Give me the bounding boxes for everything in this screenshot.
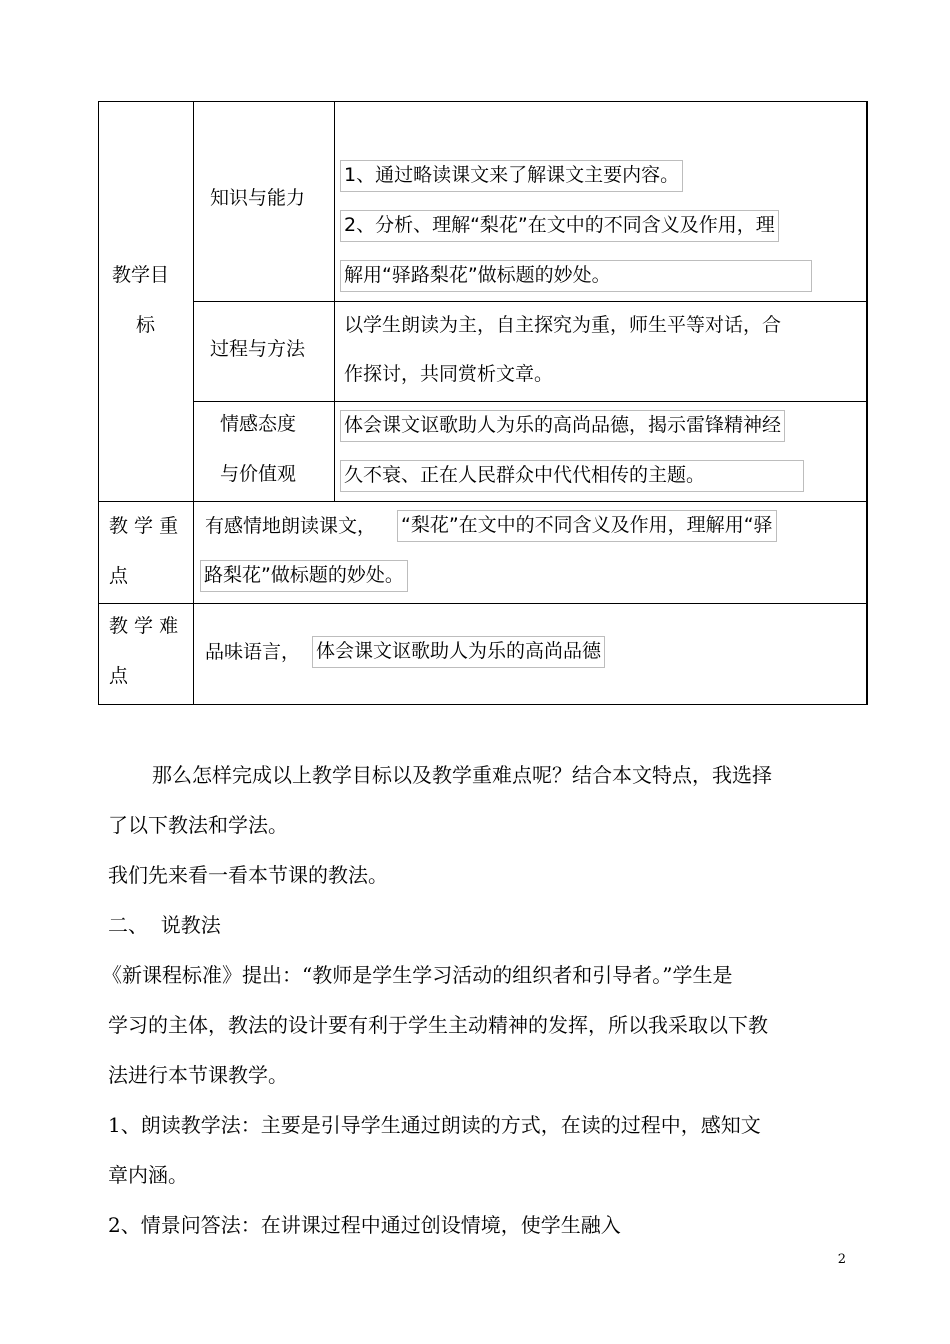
knowledge-item: 解用“驿路梨花”做标题的妙处。 [340, 260, 812, 292]
table-border-top [98, 101, 868, 102]
paragraph: 那么怎样完成以上教学目标以及教学重难点呢？结合本文特点，我选择 [152, 763, 772, 787]
difficult-points-text: 体会课文讴歌助人为乐的高尚品德 [312, 636, 605, 668]
table-divider-vertical [334, 101, 335, 502]
page-number: 2 [837, 1252, 846, 1267]
key-points-label: 点 [109, 565, 129, 587]
emotion-text: 久不衰、正在人民群众中代代相传的主题。 [340, 460, 804, 492]
paragraph: 了以下教法和学法。 [108, 813, 288, 837]
key-points-text: “梨花”在文中的不同含义及作用，理解用“驿 [397, 510, 777, 542]
objectives-label: 教学目 [112, 264, 170, 286]
difficult-points-label: 教 学 难 [109, 615, 179, 637]
difficult-points-text: 品味语言， [205, 641, 301, 663]
knowledge-item: 1、通过略读课文来了解课文主要内容。 [340, 160, 683, 192]
paragraph: 学习的主体，教法的设计要有利于学生主动精神的发挥，所以我采取以下教 [108, 1013, 768, 1037]
knowledge-item: 2、分析、理解“梨花”在文中的不同含义及作用，理 [340, 210, 779, 242]
table-border-bottom [98, 704, 868, 705]
key-points-label: 教 学 重 [109, 515, 179, 537]
table-divider [98, 501, 868, 502]
table-divider [193, 301, 868, 302]
table-border-left [98, 101, 99, 705]
emotion-text: 体会课文讴歌助人为乐的高尚品德，揭示雷锋精神经 [340, 410, 785, 442]
process-label: 过程与方法 [210, 338, 306, 360]
paragraph: 《新课程标准》提出：“教师是学生学习活动的组织者和引导者。”学生是 [102, 963, 733, 987]
emotion-label: 情感态度 [220, 413, 297, 435]
table-divider-vertical [193, 101, 194, 705]
key-points-text: 路梨花”做标题的妙处。 [200, 560, 408, 592]
table-divider [193, 401, 868, 402]
process-text: 作探讨，共同赏析文章。 [344, 363, 554, 385]
table-divider [98, 603, 868, 604]
emotion-label: 与价值观 [220, 463, 297, 485]
list-item: 章内涵。 [108, 1163, 188, 1187]
list-item: 1、朗读教学法：主要是引导学生通过朗读的方式，在读的过程中，感知文 [108, 1113, 761, 1137]
key-points-text: 有感情地朗读课文， [205, 515, 377, 537]
section-heading: 二、 说教法 [108, 913, 221, 937]
objectives-label: 标 [136, 314, 156, 336]
knowledge-label: 知识与能力 [210, 187, 306, 209]
list-item: 2、情景问答法：在讲课过程中通过创设情境，使学生融入 [108, 1213, 621, 1237]
paragraph: 我们先来看一看本节课的教法。 [108, 863, 388, 887]
table-border-right [866, 101, 868, 705]
process-text: 以学生朗读为主，自主探究为重，师生平等对话，合 [344, 314, 782, 336]
difficult-points-label: 点 [109, 665, 129, 687]
paragraph: 法进行本节课教学。 [108, 1063, 288, 1087]
